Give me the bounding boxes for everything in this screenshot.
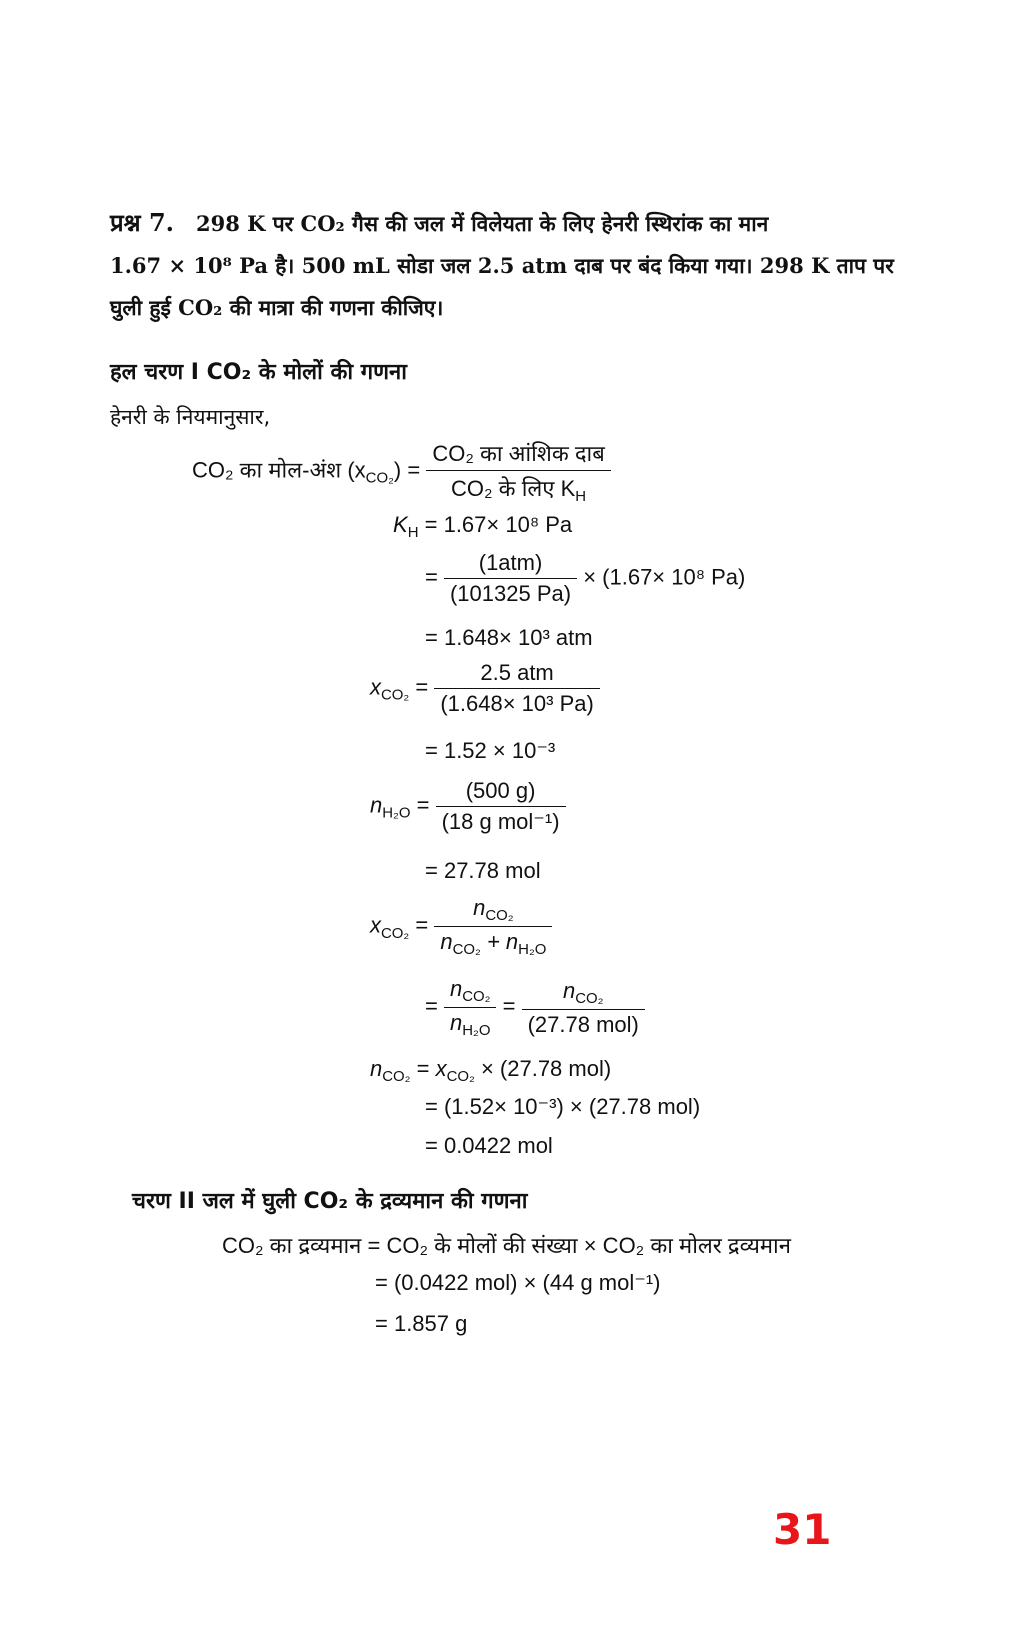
eq9-num-sub: CO₂ (485, 907, 514, 925)
xco2-calc (370, 660, 600, 717)
eq1-lhs: CO₂ का मोल-अंश (x (192, 457, 366, 483)
eq7-numerator: (500 g) (436, 778, 566, 807)
eq1-lhs-sub: CO₂ (365, 469, 394, 487)
eq11-n: n (370, 1056, 383, 1081)
eq3-equals: = (425, 564, 438, 590)
question-number: प्रश्न 7. (110, 208, 175, 237)
eq1-fraction (426, 438, 610, 505)
eq1-den-sub: H (575, 488, 587, 506)
kh-atm: = 1.648× 10³ atm (425, 625, 593, 650)
eq7-denominator: (18 g mol⁻¹) (441, 809, 560, 834)
mole-fraction-definition (192, 438, 611, 505)
step2-heading: चरण II जल में घुली CO₂ के द्रव्यमान की गणना (132, 1189, 528, 1214)
page-number: 31 (773, 1505, 832, 1554)
eq5-equals: = (415, 674, 429, 700)
eq10-equals-1: = (425, 993, 438, 1019)
eq7-equals: = (416, 792, 430, 818)
eq3-numerator: (1atm) (444, 550, 577, 579)
eq1-denominator (426, 471, 610, 505)
eq10-fraction-1 (444, 976, 496, 1039)
nco2-formula (370, 1056, 611, 1085)
eq7-n: n (370, 792, 383, 818)
question-text-1: 298 K पर CO₂ गैस की जल में विलेयता के लिए हेनरी स्थिरांक का मान (195, 211, 769, 236)
eq9-numerator (434, 895, 552, 927)
eq5-denominator: (1.648× 10³ Pa) (440, 691, 594, 716)
question-line-3: घुली हुई CO₂ की मात्रा की गणना कीजिए। (110, 295, 444, 320)
eq7-n-sub: H₂O (382, 804, 411, 822)
mass-result: = 1.857 g (375, 1311, 468, 1336)
henry-intro: हेनरी के नियमानुसार, (110, 405, 271, 429)
eq9-den-sub-b: H₂O (518, 941, 547, 959)
mass-substitution: = (0.0422 mol) × (44 g mol⁻¹) (375, 1270, 661, 1295)
eq5-numerator: 2.5 atm (434, 660, 599, 689)
eq10-denominator-1 (444, 1008, 496, 1039)
nh2o-result: = 27.78 mol (425, 858, 541, 883)
xco2-result: = 1.52 × 10⁻³ (425, 738, 556, 763)
kh-value (393, 512, 572, 541)
eq3-rest: × (1.67× 10⁸ Pa) (583, 564, 746, 590)
eq7-fraction (436, 778, 566, 835)
eq11-equals: = (416, 1056, 430, 1081)
question-line-1 (110, 202, 940, 245)
eq11-x-sub: CO₂ (446, 1068, 475, 1086)
eq10-num2-sub: CO₂ (575, 989, 604, 1007)
eq9-den-plus-n: + n (486, 929, 519, 955)
eq11-n-sub: CO₂ (382, 1068, 411, 1086)
kh-conversion (425, 550, 745, 607)
eq10-den-sub: H₂O (462, 1022, 491, 1040)
eq1-den-text: CO₂ के लिए K (451, 476, 576, 501)
mass-formula: CO₂ का द्रव्यमान = CO₂ के मोलों की संख्या × CO₂ का मोलर द्रव्यमान (222, 1233, 791, 1258)
eq9-num-n: n (473, 895, 486, 920)
eq9-equals: = (415, 912, 429, 938)
question-block (110, 202, 940, 329)
eq10-equals-2: = (502, 993, 516, 1019)
eq10-fraction-2 (522, 978, 645, 1038)
eq5-x: x (370, 674, 381, 700)
question-line-2: 1.67 × 10⁸ Pa है। 500 mL सोडा जल 2.5 atm दाब पर बंद किया गया। 298 K ताप पर (110, 253, 894, 278)
eq5-fraction (434, 660, 599, 717)
nh2o-calc (370, 778, 566, 835)
eq9-x-sub: CO₂ (381, 924, 410, 942)
eq3-fraction (444, 550, 577, 607)
eq10-num-n: n (449, 976, 463, 1001)
eq10-numerator-1 (444, 976, 496, 1008)
eq2-lhs-sub: H (407, 524, 419, 542)
eq9-x: x (370, 912, 381, 938)
xco2-approx (425, 976, 645, 1039)
nco2-result: = 0.0422 mol (425, 1133, 553, 1158)
eq9-den-n: n (440, 929, 453, 955)
eq1-lhs-end: ) = (393, 457, 421, 483)
eq10-numerator-2 (522, 978, 645, 1010)
eq5-x-sub: CO₂ (381, 686, 410, 704)
eq9-den-sub-a: CO₂ (452, 941, 481, 959)
eq10-num2-n: n (562, 977, 576, 1003)
nco2-substitution: = (1.52× 10⁻³) × (27.78 mol) (425, 1094, 701, 1119)
eq10-denominator-2: (27.78 mol) (527, 1011, 639, 1037)
eq9-fraction (434, 895, 552, 958)
eq11-rhs: × (27.78 mol) (480, 1056, 612, 1081)
eq1-numerator: CO₂ का आंशिक दाब (426, 438, 610, 471)
eq3-denominator: (101325 Pa) (449, 581, 572, 606)
eq9-denominator (434, 927, 552, 958)
eq10-num-sub: CO₂ (462, 988, 491, 1006)
eq11-x: x (435, 1056, 447, 1081)
solution-heading: हल चरण I CO₂ के मोलों की गणना (110, 360, 407, 385)
xco2-formula (370, 895, 552, 958)
eq10-den-n: n (449, 1010, 463, 1036)
eq2-lhs: K (393, 512, 408, 537)
eq2-rhs: = 1.67× 10⁸ Pa (424, 512, 573, 537)
